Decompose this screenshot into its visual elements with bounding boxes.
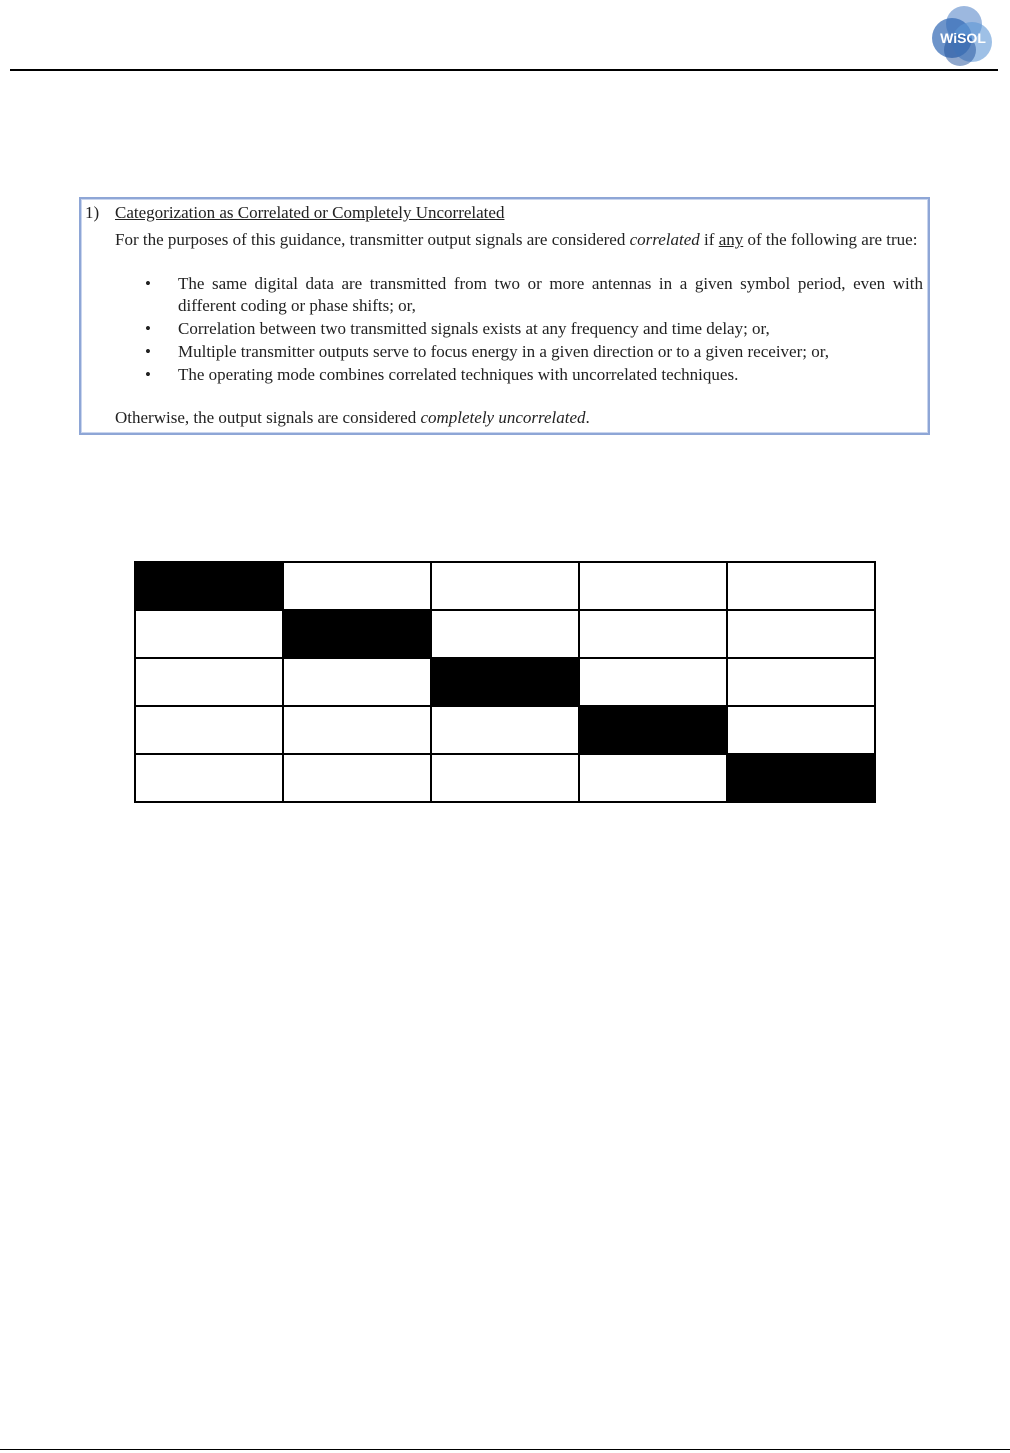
grid-cell-empty — [431, 706, 579, 754]
grid-row — [135, 610, 875, 658]
grid-cell-filled — [727, 754, 875, 802]
intro-italic-term: correlated — [629, 230, 700, 249]
item-number: 1) — [85, 203, 100, 222]
grid-cell-empty — [283, 658, 431, 706]
grid-cell-empty — [431, 610, 579, 658]
grid-cell-empty — [135, 754, 283, 802]
criteria-item: • Multiple transmitter outputs serve to focus energy in a given direction or to a given receiver; or, — [115, 341, 923, 363]
grid-cell-empty — [431, 754, 579, 802]
closing-text-1: Otherwise, the output signals are considered — [115, 408, 421, 427]
grid-cell-empty — [283, 706, 431, 754]
grid-cell-filled — [431, 658, 579, 706]
footer-divider — [0, 1449, 1010, 1450]
correlation-grid — [134, 561, 876, 803]
grid-cell-empty — [283, 754, 431, 802]
grid-cell-empty — [135, 658, 283, 706]
grid-cell-empty — [727, 562, 875, 610]
grid-cell-empty — [727, 610, 875, 658]
closing-italic-term: completely uncorrelated — [420, 408, 586, 427]
closing-paragraph — [115, 407, 590, 429]
grid-cell-empty — [283, 562, 431, 610]
grid-cell-empty — [135, 610, 283, 658]
grid-cell-empty — [579, 562, 727, 610]
grid-row — [135, 562, 875, 610]
closing-text-2: . — [585, 408, 590, 427]
criteria-item: • Correlation between two transmitted signals exists at any frequency and time delay; or, — [115, 318, 923, 340]
section-heading: Categorization as Correlated or Completely Uncorrelated — [115, 203, 505, 222]
grid-cell-empty — [579, 610, 727, 658]
grid-cell-filled — [283, 610, 431, 658]
grid-cell-filled — [579, 706, 727, 754]
grid-cell-empty — [579, 658, 727, 706]
criteria-list — [115, 273, 923, 387]
grid-row — [135, 754, 875, 802]
wisol-logo — [926, 2, 1000, 68]
guidance-box — [79, 197, 930, 435]
grid-cell-empty — [579, 754, 727, 802]
grid-cell-filled — [135, 562, 283, 610]
grid-row — [135, 658, 875, 706]
criteria-item: • The same digital data are transmitted from two or more antennas in a given symbol period, even with different coding or phase shifts; or, — [115, 273, 923, 317]
intro-paragraph — [115, 229, 923, 251]
wisol-logo-icon — [926, 2, 1000, 68]
grid-cell-empty — [727, 706, 875, 754]
intro-text-2: if — [699, 230, 719, 249]
logo-text: WiSOL — [940, 30, 986, 46]
criteria-item: • The operating mode combines correlated techniques with uncorrelated techniques. — [115, 364, 923, 386]
intro-text-3: of the following are true: — [743, 230, 918, 249]
intro-underlined-word: any — [718, 230, 744, 249]
grid-cell-empty — [135, 706, 283, 754]
intro-text-1: For the purposes of this guidance, transmitter output signals are considered — [115, 230, 630, 249]
grid-cell-empty — [431, 562, 579, 610]
grid-row — [135, 706, 875, 754]
grid-cell-empty — [727, 658, 875, 706]
header-divider — [10, 69, 998, 71]
